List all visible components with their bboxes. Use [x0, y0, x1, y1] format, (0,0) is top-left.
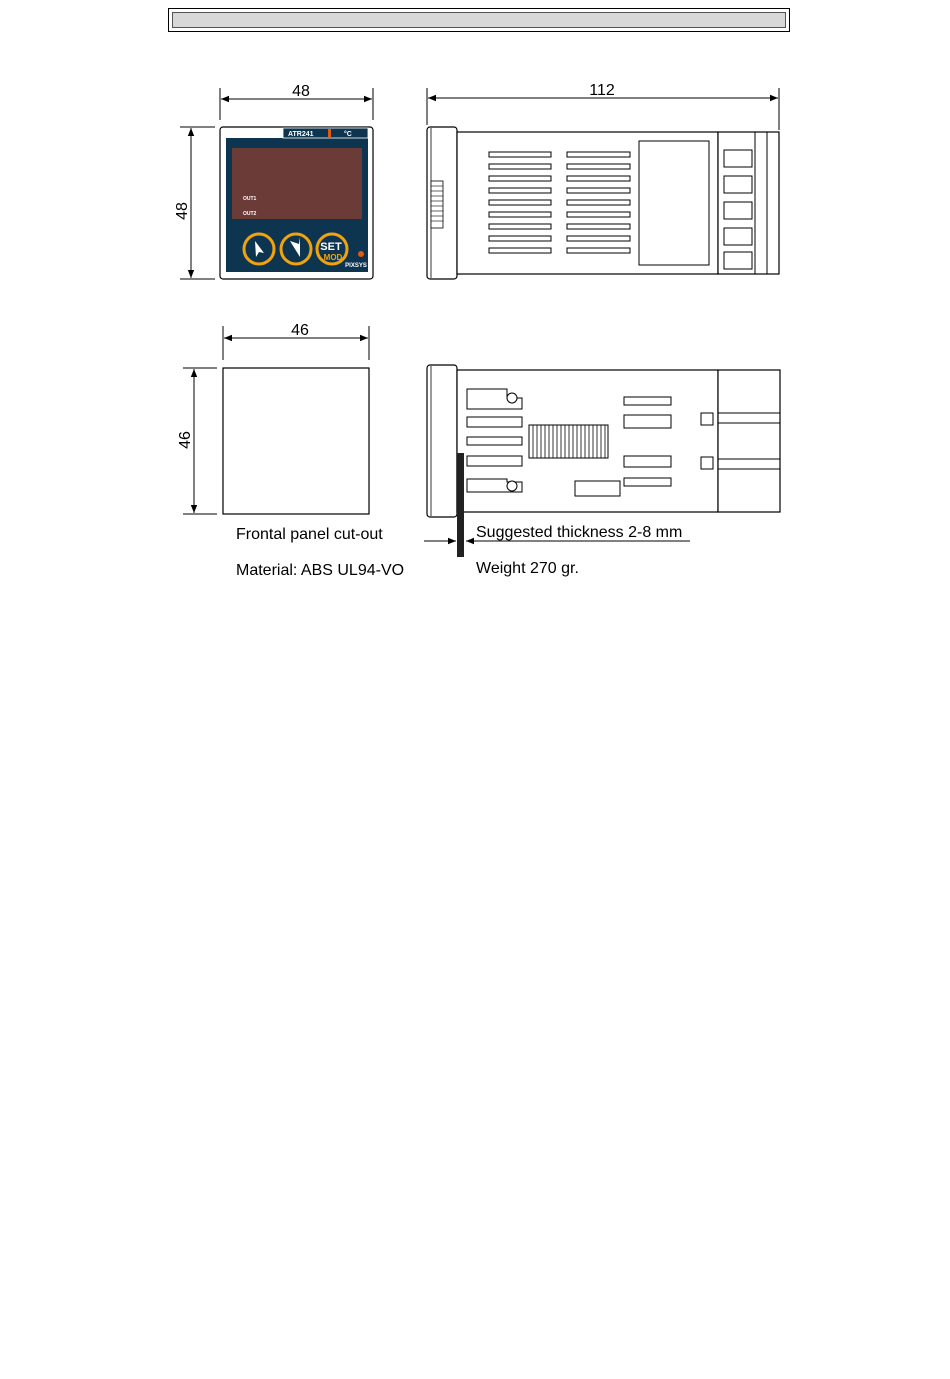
side-bezel-mounted	[427, 365, 457, 517]
down-button	[281, 234, 311, 264]
side-label-window	[639, 141, 709, 265]
brand-logo-icon	[358, 251, 364, 257]
out1-indicator: OUT1	[243, 196, 257, 202]
label-divider	[328, 129, 331, 137]
display-window	[232, 148, 362, 219]
cutout-view	[177, 322, 369, 514]
out2-indicator: OUT2	[243, 211, 257, 217]
model-label: ATR241	[288, 131, 314, 138]
front-view	[174, 83, 373, 279]
set-label: SET	[320, 241, 342, 253]
side-view-top	[427, 82, 779, 279]
cutout-width-label: 46	[291, 322, 309, 339]
terminal-block-mounted	[718, 370, 780, 512]
thickness-note: Suggested thickness 2-8 mm	[476, 524, 683, 541]
weight-note: Weight 270 gr.	[476, 560, 579, 577]
set-mod-button	[317, 234, 347, 264]
material-note: Material: ABS UL94-VO	[236, 562, 405, 579]
cutout-height-label: 46	[177, 431, 194, 449]
panel-thickness-bar	[457, 453, 464, 557]
front-width-label: 48	[292, 83, 310, 100]
cutout-outline	[223, 368, 369, 514]
front-height-label: 48	[174, 202, 191, 220]
unit-label: °C	[344, 131, 352, 138]
up-button	[244, 234, 274, 264]
side-length-label: 112	[589, 82, 615, 99]
brand-label: PIXSYS	[345, 263, 367, 269]
mod-label: MOD	[323, 253, 343, 262]
cutout-caption: Frontal panel cut-out	[236, 526, 383, 543]
